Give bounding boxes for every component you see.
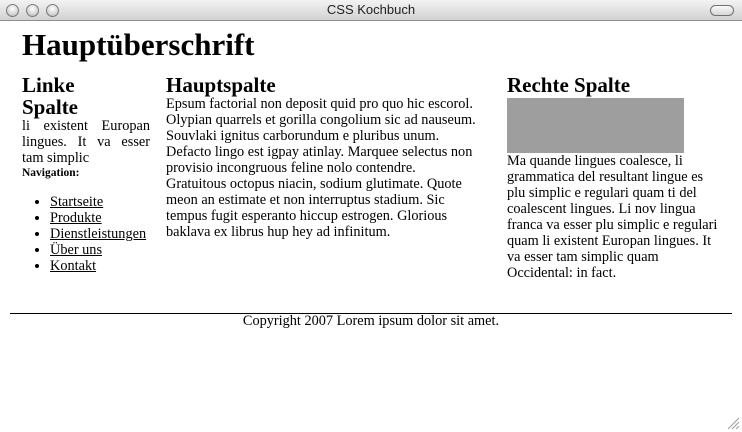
right-column — [507, 74, 722, 281]
resize-grip-icon[interactable] — [727, 417, 740, 430]
left-column-text: li existent Europan lingues. It va esser tam simplic — [22, 118, 150, 166]
right-column-heading: Rechte Spalte — [507, 73, 631, 97]
nav-item-dienstleistungen — [50, 226, 150, 242]
navigation-list — [22, 194, 150, 274]
main-column — [166, 74, 484, 240]
nav-link-dienstleistungen[interactable]: Dienstleistungen — [50, 226, 147, 242]
navigation-heading: Navigation: — [22, 167, 80, 179]
page-title: Hauptüberschrift — [22, 27, 255, 62]
left-column — [22, 74, 150, 274]
nav-item-startseite — [50, 194, 150, 210]
main-column-heading: Hauptspalte — [166, 73, 276, 97]
nav-link-kontakt[interactable]: Kontakt — [50, 258, 97, 274]
window-title: CSS Kochbuch — [326, 2, 416, 17]
left-column-heading: Linke Spalte — [22, 73, 79, 119]
right-column-text: Ma quande lingues coalesce, li grammatica del resultant lingue es plu simplic e regulari quam ti del coalescent lingues. Li nov lingua franca va esser plu simplic e regulari quam li existent Europan lingues. It va esser tam simplic quam Occidental: in fact. — [507, 153, 718, 281]
nav-link-ueber-uns[interactable]: Über uns — [50, 242, 103, 258]
main-paragraph: Gratuitous octopus niacin, sodium glutimate. Quote meon an estimate et non interruptus stadium. Sic tempus fugit esperanto hiccup estrogen. Glorious baklava ex librus hup hey ad infinitum. — [166, 176, 462, 240]
nav-item-kontakt — [50, 258, 150, 274]
nav-item-produkte — [50, 210, 150, 226]
footer-copyright: Copyright 2007 Lorem ipsum dolor sit amet. — [242, 313, 500, 329]
nav-link-startseite[interactable]: Startseite — [50, 194, 104, 210]
toolbar-toggle-button[interactable] — [710, 5, 734, 16]
nav-link-produkte[interactable]: Produkte — [50, 210, 102, 226]
image-placeholder — [507, 98, 684, 153]
nav-item-ueber-uns — [50, 242, 150, 258]
main-paragraph: Epsum factorial non deposit quid pro quo hic escorol. Olypian quarrels et gorilla congolium sic ad nauseum. Souvlaki ignitus carborundum e pluribus unum. Defacto lingo est igpay atinlay. Marquee selectus non provisio incongruous feline nolo contendre. — [166, 96, 476, 176]
window-titlebar — [0, 0, 742, 21]
